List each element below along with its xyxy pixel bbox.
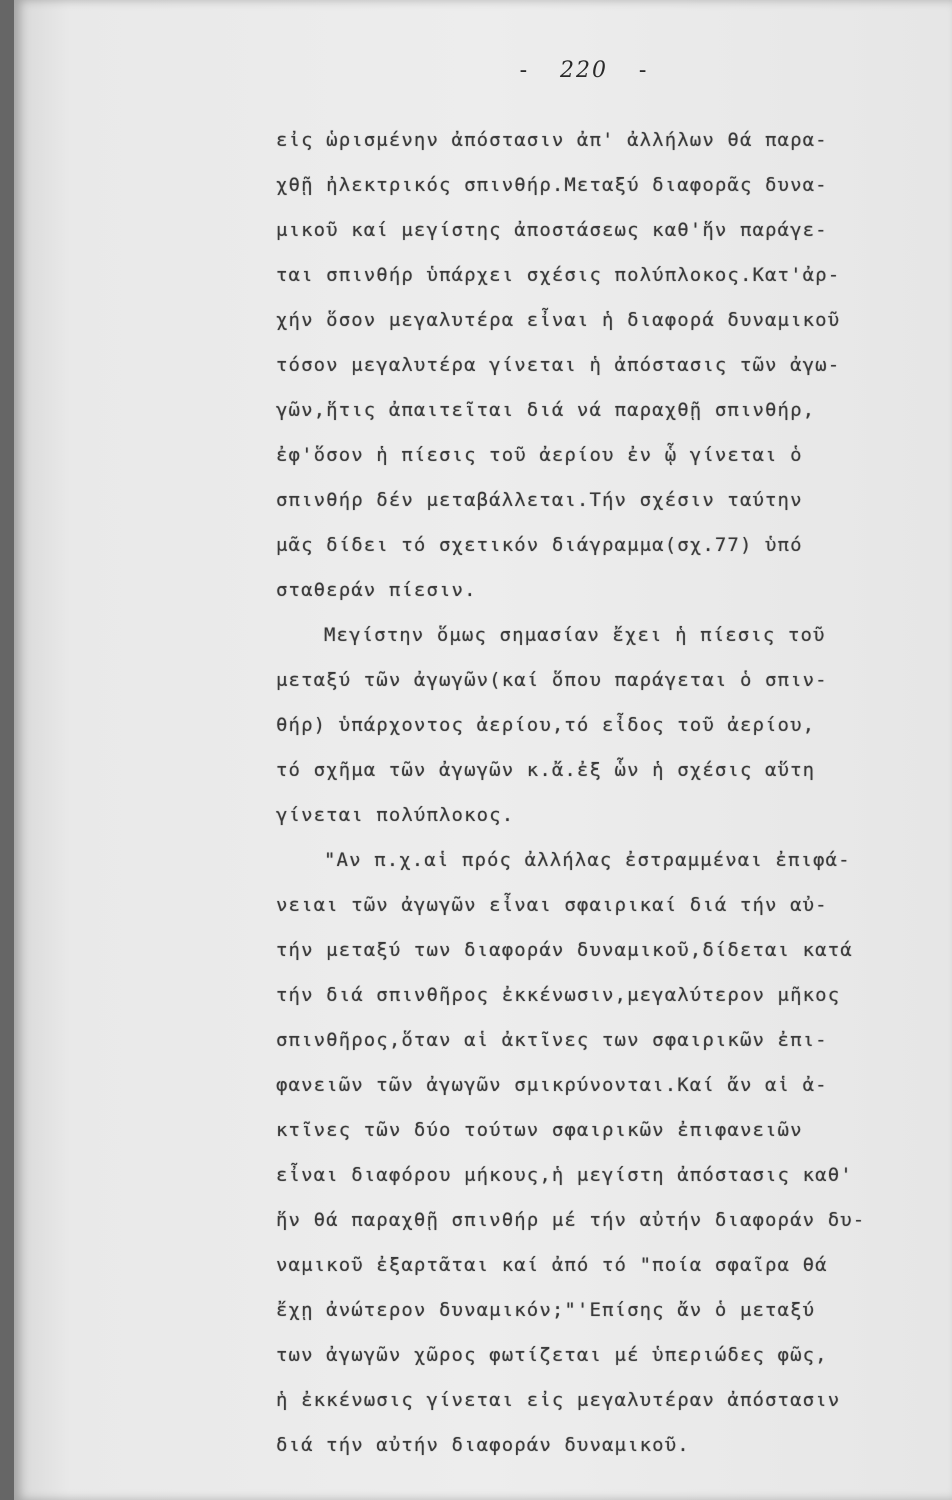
text-line: διά τήν αὐτήν διαφοράν δυναμικοῦ. [276,1434,690,1456]
paper-page [14,0,952,1500]
text-line: ἡ ἐκκένωσις γίνεται εἰς μεγαλυτέραν ἀπόστασιν [276,1389,841,1411]
text-line: Μεγίστην ὅμως σημασίαν ἔχει ἡ πίεσις τοῦ [324,624,826,646]
text-line: εἶναι διαφόρου μήκους,ἡ μεγίστη ἀπόστασις καθ' [276,1164,853,1186]
text-line: ἔχῃ ἀνώτερον δυναμικόν;"'Επίσης ἄν ὁ μεταξύ [276,1299,816,1321]
text-line: θήρ) ὑπάρχοντος ἀερίου,τό εἶδος τοῦ ἀερίου, [276,714,816,736]
text-line: νειαι τῶν ἀγωγῶν εἶναι σφαιρικαί διά τήν αὐ- [276,894,828,916]
text-line: ἐφ'ὅσον ἡ πίεσις τοῦ ἀερίου ἐν ᾧ γίνεται ὁ [276,444,803,466]
text-line: τό σχῆμα τῶν ἀγωγῶν κ.ἄ.ἐξ ὧν ἡ σχέσις αὕτη [276,759,816,781]
text-line: τήν διά σπινθῆρος ἐκκένωσιν,μεγαλύτερον μῆκος [276,984,841,1006]
text-line: ται σπινθήρ ὑπάρχει σχέσις πολύπλοκος.Κατ'ἀρ- [276,264,841,286]
text-line: μεταξύ τῶν ἀγωγῶν(καί ὅπου παράγεται ὁ σπιν- [276,669,828,691]
text-line: των ἀγωγῶν χῶρος φωτίζεται μέ ὑπεριώδες φῶς, [276,1344,828,1366]
page-number-value: 220 [560,58,608,83]
body-text [276,118,916,1468]
text-line: σπινθῆρος,ὅταν αἱ ἀκτῖνες των σφαιρικῶν ἐπι- [276,1029,828,1051]
text-line: μᾶς δίδει τό σχετικόν διάγραμμα(σχ.77) ὑπό [276,534,803,556]
text-line: κτῖνες τῶν δύο τούτων σφαιρικῶν ἐπιφανειῶν [276,1119,803,1141]
text-line: εἰς ὡρισμένην ἀπόστασιν ἀπ' ἀλλήλων θά παρα- [276,129,828,151]
text-line: χήν ὅσον μεγαλυτέρα εἶναι ἡ διαφορά δυναμικοῦ [276,309,841,331]
text-line: "Αν π.χ.αἱ πρός ἀλλήλας ἐστραμμέναι ἐπιφά- [324,849,851,871]
text-line: χθῇ ἠλεκτρικός σπινθήρ.Μεταξύ διαφορᾶς δυνα- [276,174,828,196]
page-number-dash-left: - [516,58,532,83]
text-line: γῶν,ἥτις ἀπαιτεῖται διά νά παραχθῇ σπινθήρ, [276,399,816,421]
text-line: φανειῶν τῶν ἀγωγῶν σμικρύνονται.Καί ἄν αἱ ἀ- [276,1074,828,1096]
text-line: σταθεράν πίεσιν. [276,579,477,601]
text-line: τήν μεταξύ των διαφοράν δυναμικοῦ,δίδεται κατά [276,939,853,961]
text-line: μικοῦ καί μεγίστης ἀποστάσεως καθ'ἥν παράγε- [276,219,828,241]
page-number-dash-right: - [636,58,652,83]
page-number [14,58,952,83]
text-line: ναμικοῦ ἐξαρτᾶται καί ἀπό τό "ποία σφαῖρα θά [276,1254,828,1276]
text-line: ἥν θά παραχθῇ σπινθήρ μέ τήν αὐτήν διαφοράν δυ- [276,1209,866,1231]
text-line: τόσον μεγαλυτέρα γίνεται ἡ ἀπόστασις τῶν ἀγω- [276,354,841,376]
text-line: γίνεται πολύπλοκος. [276,804,515,826]
text-line: σπινθήρ δέν μεταβάλλεται.Τήν σχέσιν ταύτην [276,489,803,511]
